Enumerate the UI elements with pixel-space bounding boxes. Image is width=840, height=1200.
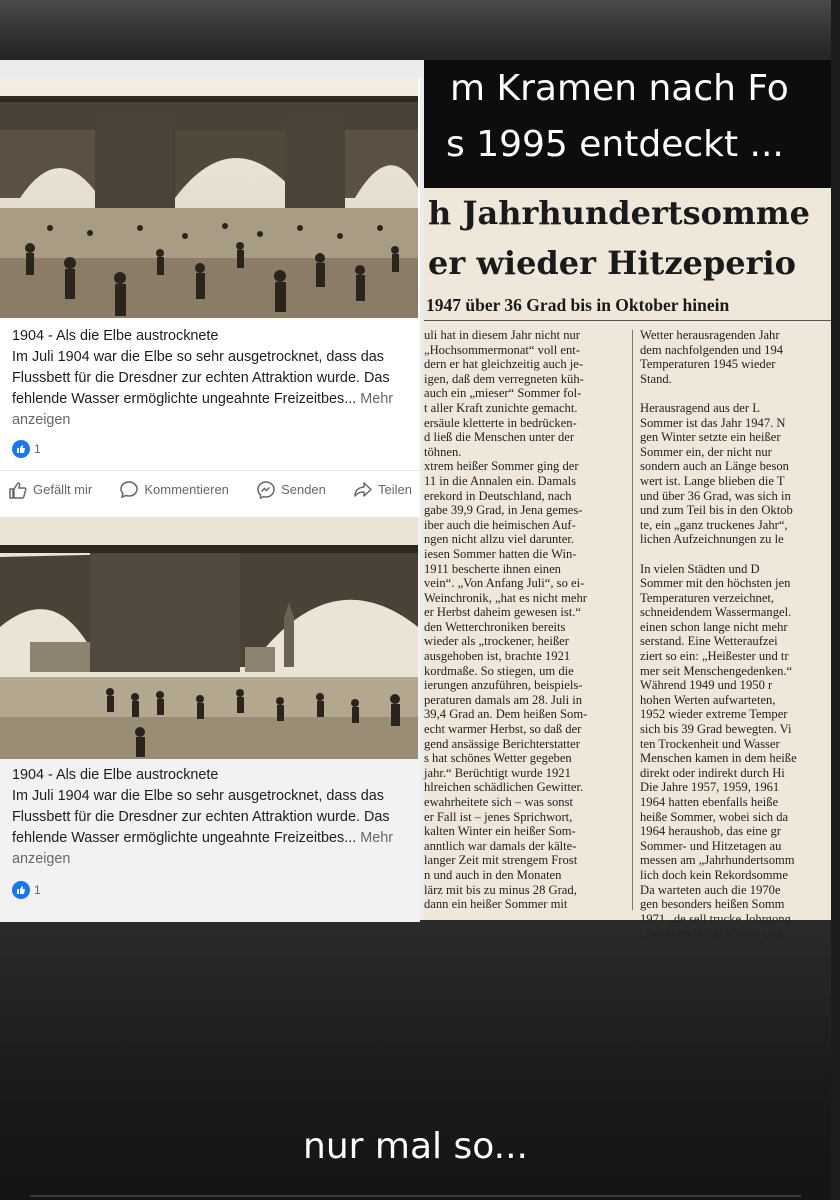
like-button[interactable] — [8, 480, 92, 500]
article-headline: h Jahrhundertsomme — [428, 194, 811, 232]
article-line: serstand. Eine Wetteraufzei — [640, 634, 778, 649]
share-arrow-icon — [353, 480, 373, 500]
post-title: 1904 - Als die Elbe austrocknete — [12, 328, 219, 344]
article-line: Wetter herausragenden Jahr — [640, 328, 780, 342]
article-line: Menschen kamen in dem heiße — [640, 751, 797, 766]
article-line: dern er hat gleichzeitig auch je- — [424, 357, 584, 372]
reaction-count: 1 — [34, 442, 41, 456]
article-line: erekord in Deutschland, nach — [424, 488, 572, 503]
article-line: 1964 heraushob, das eine gr — [640, 824, 781, 839]
article-line: „Hochsommermonat“ voll ent- — [424, 342, 580, 357]
article-line: s hat schönes Wetter gegeben — [424, 751, 572, 766]
article-line: Stand. — [640, 371, 672, 386]
article-line: 1971 „de sell trucke Johrgong — [640, 911, 791, 926]
article-line: heiße Sommer, wobei sich da — [640, 809, 789, 824]
article-line: d ließ die Menschen unter der — [424, 430, 575, 445]
article-line: 1964 hatten ebenfalls heiße — [640, 795, 779, 809]
article-line: er Herbst daheim gewesen ist.“ — [424, 605, 582, 620]
article-line: Weinchronik, „hat es nicht mehr — [424, 590, 587, 605]
clipping-header-line: m Kramen nach Fo — [450, 68, 789, 109]
post-body: Im Juli 1904 war die Elbe so sehr ausgetrocknet, dass das Flussbett für die Dresdner zur echten Attraktion wurde. Das fehlende Wasser ermöglichte ungeahnte Freizeitbes... — [12, 349, 390, 407]
facebook-post — [0, 78, 420, 590]
article-line: vein“. „Von Anfang Juli“, so ei- — [424, 576, 585, 591]
article-line: Temperaturen verzeichnet, — [640, 590, 775, 605]
post-action-bar — [0, 470, 420, 508]
article-line: Da warteten auch die 1970e — [640, 882, 781, 897]
article-line: ausgehoben ist, brachte 1921 — [424, 649, 571, 664]
article-headline: er wieder Hitzeperio — [428, 244, 796, 282]
article-line: iber auch die heimischen Auf- — [424, 517, 576, 532]
article-line: Während 1949 und 1950 r — [640, 678, 773, 693]
article-line: In vielen Städten und D — [640, 561, 760, 576]
article-line: Sommer- und Hitzetagen au — [640, 838, 782, 853]
post-photo-dry-elbe-bridge[interactable] — [0, 78, 418, 318]
article-line: den Wetterchroniken bereits — [424, 619, 566, 634]
article-line: uli hat in diesem Jahr nicht nur — [424, 328, 580, 342]
article-line: lichen Aufzeichnungen zu le — [640, 532, 784, 547]
article-line: wert ist. Lange blieben die T — [640, 473, 785, 488]
article-line: Sommer ist das Jahr 1947. N — [640, 415, 786, 430]
article-line: dann ein heißer Sommer mit — [424, 897, 568, 912]
thumbs-up-icon — [8, 480, 28, 500]
article-line: gabe 39,9 Grad, in Jena gemes- — [424, 503, 583, 518]
article-line: ziert so ein: „Heißester und tr — [640, 649, 789, 664]
article-line: sich bis 39 Grad bewegten. Vi — [640, 722, 792, 737]
comment-bubble-icon — [119, 480, 139, 500]
article-line: kordmaße. So stiegen, um die — [424, 663, 574, 678]
article-line: wieder als „trockener, heißer — [424, 634, 569, 649]
article-line: ngen nicht allzu viel darunter. — [424, 532, 575, 547]
reaction-count: 1 — [34, 883, 41, 897]
article-line: Sommer ein, der nicht nur — [640, 444, 772, 459]
article-line: echt warmer Herbst, so daß der — [424, 722, 582, 737]
article-line: mer seit Menschengedenken.“ — [640, 663, 793, 678]
comment-button-label: Kommentieren — [144, 482, 229, 497]
article-line: töhnen. — [424, 444, 462, 459]
article-line: t aller Kraft zunichte gemacht. — [424, 400, 578, 415]
column-divider — [632, 330, 633, 910]
post-text — [12, 326, 412, 431]
article-line: ierungen anzuführen, beispiels- — [424, 678, 583, 693]
clipping-header-line: s 1995 entdeckt ... — [446, 124, 784, 165]
article-column-right — [640, 328, 840, 941]
article-line: peraturen damals am 28. Juli in — [424, 692, 583, 707]
article-line: 39,4 Grad an. Dem heißen Som- — [424, 707, 588, 722]
article-line: hlreichen schädlichen Gewitter. — [424, 780, 584, 795]
article-line: sondern auch an Länge beson — [640, 459, 789, 474]
article-line — [640, 386, 840, 401]
article-line — [640, 547, 840, 562]
article-line: gen besonders heißen Somm — [640, 897, 785, 912]
article-line: langer Zeit mit strengem Frost — [424, 853, 578, 868]
article-line: jahr.“ Berüchtigt wurde 1921 — [424, 765, 571, 780]
article-line: auch ein „mieser“ Sommer fol- — [424, 386, 582, 401]
screenshot-collage — [0, 60, 831, 941]
article-column-left — [424, 328, 624, 918]
article-line: iesen Sommer hatten die Win- — [424, 546, 577, 561]
article-line: Herausragend aus der L — [640, 400, 760, 415]
post-text — [12, 765, 412, 870]
post-body: Im Juli 1904 war die Elbe so sehr ausgetrocknet, dass das Flussbett für die Dresdner zur echten Attraktion wurde. Das fehlende Wasser ermöglichte ungeahnte Freizeitbes... — [12, 788, 390, 846]
article-line: er Fall ist – jenes Sprichwort, — [424, 809, 573, 824]
article-line: lärz mit bis zu minus 28 Grad, — [424, 882, 577, 897]
article-line: direkt oder indirekt durch Hi — [640, 765, 785, 780]
article-line: gen Winter setzte ein heißer — [640, 430, 781, 445]
article-line: und zum Teil bis in den Oktob — [640, 503, 793, 518]
post-photo-dry-elbe-arch[interactable] — [0, 517, 418, 759]
article-line: einen schon lange nicht mehr — [640, 619, 788, 634]
comment-button[interactable] — [119, 480, 229, 500]
article-line: schneidendem Wassermangel. — [640, 605, 792, 620]
article-line: ersäule kletterte in bedrücken- — [424, 415, 577, 430]
newspaper-clipping — [424, 60, 831, 941]
facebook-post — [0, 517, 420, 922]
article-line: anntlich war damals der kälte- — [424, 838, 577, 853]
reaction-summary[interactable] — [12, 881, 41, 899]
article-line: kalten Winter ein heißer Som- — [424, 824, 576, 839]
article-line: lich doch kein Rekordsomme — [640, 867, 788, 882]
share-button[interactable] — [353, 480, 412, 500]
article-line: messen am „Jahrhundertsomm — [640, 853, 795, 868]
clipping-header — [424, 60, 831, 188]
article-line: 11 in die Annalen ein. Damals — [424, 473, 577, 488]
article-line: n und auch in den Monaten — [424, 867, 562, 882]
article-line: 1911 bescherte ihnen einen — [424, 561, 561, 576]
like-reaction-icon — [12, 440, 30, 458]
like-reaction-icon — [12, 881, 30, 899]
article-line: Die Jahre 1957, 1959, 1961 — [640, 780, 780, 795]
share-button-label: Teilen — [378, 482, 412, 497]
article-line: gend ansässige Berichterstatter — [424, 736, 580, 751]
story-caption: nur mal so... — [303, 1126, 528, 1167]
article-line: Sommer mit den höchsten jen — [640, 576, 791, 591]
article-subheadline: 1947 über 36 Grad bis in Oktober hinein — [426, 295, 730, 315]
article-line: 1952 wieder extreme Temper — [640, 707, 788, 722]
article-line: xtrem heißer Sommer ging der — [424, 459, 579, 474]
reaction-summary[interactable] — [12, 440, 41, 458]
post-title: 1904 - Als die Elbe austrocknete — [12, 767, 219, 783]
see-more-link[interactable]: Mehr anzeigen — [12, 391, 394, 428]
article-line: te, ein „ganz truckenes Jahr“, — [640, 517, 788, 532]
divider — [424, 320, 831, 321]
like-button-label: Gefällt mir — [33, 482, 93, 497]
send-button[interactable] — [256, 480, 326, 500]
article-line: hohen Werten aufwarteten, — [640, 692, 776, 707]
article-line: „Sonnenscheinreichtum und — [640, 926, 783, 941]
article-line: ten Trockenheit und Wasser — [640, 736, 780, 751]
article-line: Temperaturen 1945 wieder — [640, 357, 776, 372]
article-line: dem nachfolgenden und 194 — [640, 342, 784, 357]
article-line: und über 36 Grad, was sich in — [640, 488, 791, 503]
article-line: igen, daß dem verregneten küh- — [424, 371, 584, 386]
story-progress-line — [30, 1195, 801, 1197]
see-more-link[interactable]: Mehr anzeigen — [12, 830, 394, 867]
send-button-label: Senden — [281, 482, 326, 497]
article-line: ewahrheitete sich – was sonst — [424, 795, 573, 809]
messenger-icon — [256, 480, 276, 500]
